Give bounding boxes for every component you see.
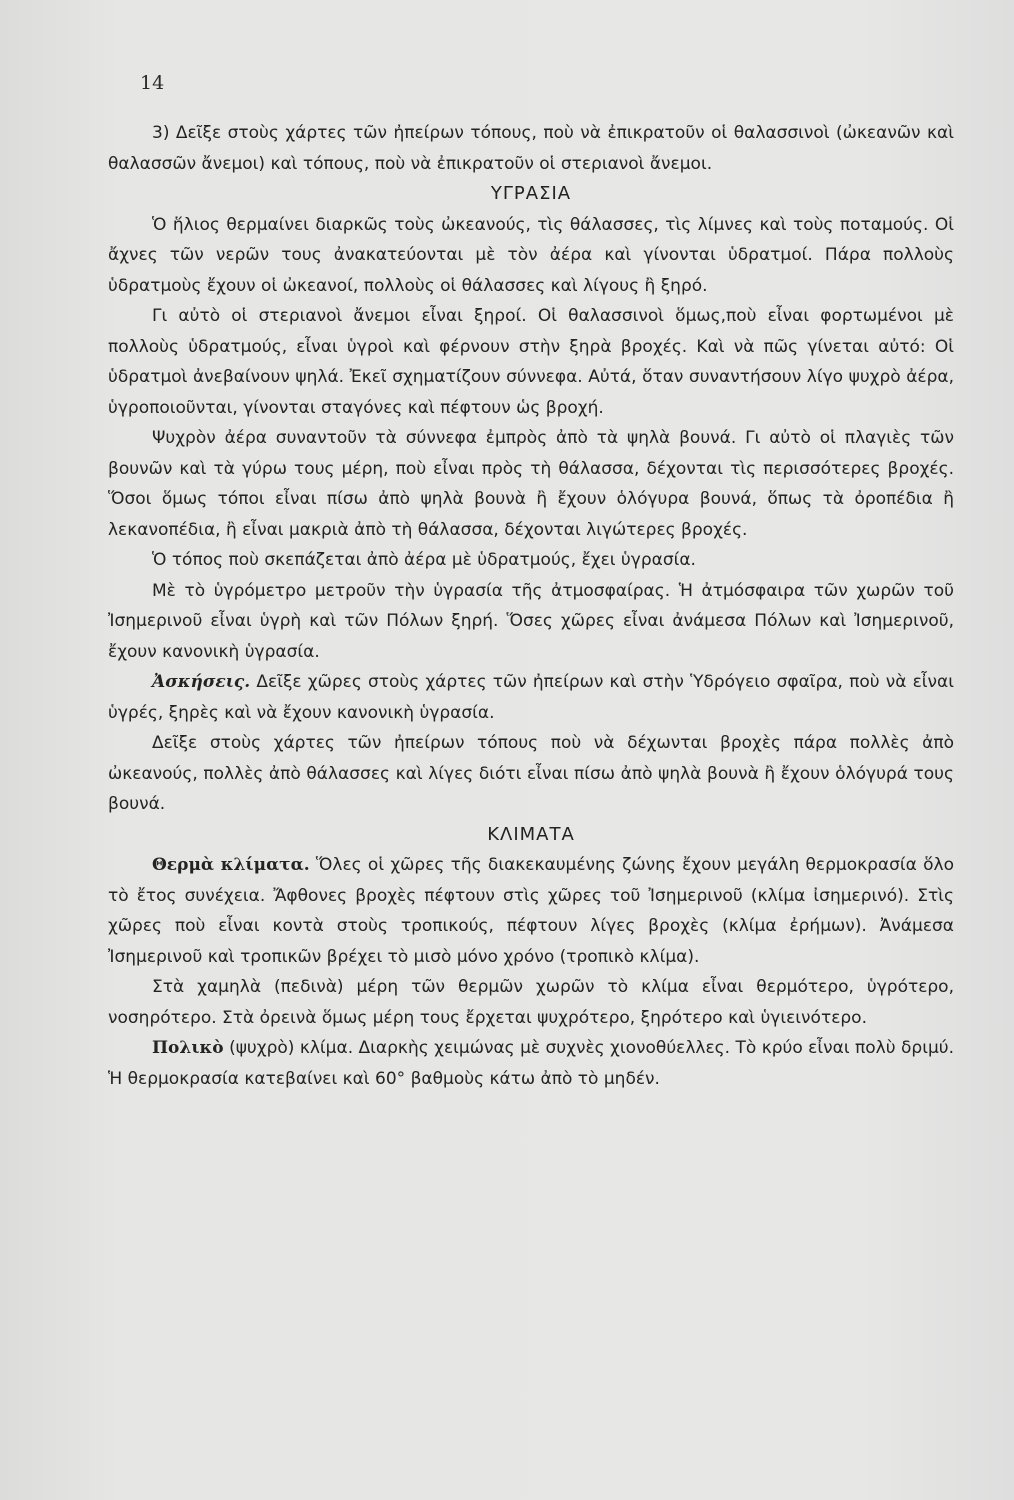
humidity-paragraph-2: Γι αὐτὸ οἱ στεριανοὶ ἄνεμοι εἶναι ξηροί. Οἱ θαλασσινοὶ ὅμως,ποὺ εἶναι φορτωμένοι μὲ πολλοὺς ὑδρατμούς, εἶναι ὑγροὶ καὶ φέρνουν στὴν ξηρὰ βροχές. Καὶ νὰ πῶς γίνεται αὐτό: Οἱ ὑδρατμοὶ ἀνεβαίνουν ψηλά. Ἐκεῖ σχηματίζουν σύννεφα. Αὐτά, ὅταν συναντήσουν λίγο ψυχρὸ ἀέρα, ὑγροποιοῦνται, γίνονται σταγόνες καὶ πέφτουν ὡς βροχή. [108,306,954,418]
humidity-paragraph-4: Ὁ τόπος ποὺ σκεπάζεται ἀπὸ ἀέρα μὲ ὑδρατμούς, ἔχει ὑγρασία. [152,550,696,570]
hot-climates-paragraph [108,850,954,972]
polar-climate-text: (ψυχρὸ) κλίμα. Διαρκὴς χειμώνας μὲ συχνὲς χιονοθύελλες. Τὸ κρύο εἶναι πολὺ δριμύ. Ἡ θερμοκρασία κατεβαίνει καὶ 60° βαθμοὺς κάτω ἀπὸ τὸ μηδέν. [108,1038,954,1089]
page-content [108,118,954,1094]
humidity-exercise-2: Δεῖξε στοὺς χάρτες τῶν ἠπείρων τόπους ποὺ νὰ δέχωνται βροχὲς πάρα πολλὲς ἀπὸ ὠκεανούς, πολλὲς ἀπὸ θάλασσες καὶ λίγες διότι εἶναι πίσω ἀπὸ ψηλὰ βουνὰ ἢ ἔχουν ὁλόγυρά τους βουνά. [108,733,954,814]
intro-exercise: 3) Δεῖξε στοὺς χάρτες τῶν ἠπείρων τόπους, ποὺ νὰ ἐπικρατοῦν οἱ θαλασσινοὶ (ὠκεανῶν καὶ θαλασσῶν ἄνεμοι) καὶ τόπους, ποὺ νὰ ἐπικρατοῦν οἱ στεριανοὶ ἄνεμοι. [108,123,954,174]
polar-climate-paragraph [108,1033,954,1094]
polar-climate-label: Πολικὸ [152,1038,224,1058]
humidity-exercise-1 [108,667,954,728]
section-title-humidity: ΥΓΡΑΣΙΑ [490,183,572,204]
hot-climates-label: Θερμὰ κλίματα. [152,855,310,875]
lowland-paragraph: Στὰ χαμηλὰ (πεδινὰ) μέρη τῶν θερμῶν χωρῶν τὸ κλίμα εἶναι θερμότερο, ὑγρότερο, νοσηρότερο. Στὰ ὀρεινὰ ὅμως μέρη τους ἔρχεται ψυχρότερο, ξηρότερο καὶ ὑγιεινότερο. [108,977,954,1028]
page-number: 14 [140,72,165,94]
section-title-climates: ΚΛΙΜΑΤΑ [487,823,575,845]
hot-climates-text: Ὅλες οἱ χῶρες τῆς διακεκαυμένης ζώνης ἔχουν μεγάλη θερμοκρασία ὅλο τὸ ἔτος συνέχεια. Ἄφθονες βροχὲς πέφτουν στὶς χῶρες τοῦ Ἰσημερινοῦ (κλίμα ἰσημερινό). Στὶς χῶρες ποὺ εἶναι κοντὰ στοὺς τροπικούς, πέφτουν λίγες βροχὲς (κλίμα ἐρήμων). Ἀνάμεσα Ἰσημερινοῦ καὶ τροπικῶν βρέχει τὸ μισὸ μόνο χρόνο (τροπικὸ κλίμα). [108,855,955,967]
humidity-paragraph-5: Μὲ τὸ ὑγρόμετρο μετροῦν τὴν ὑγρασία τῆς ἀτμοσφαίρας. Ἡ ἀτμόσφαιρα τῶν χωρῶν τοῦ Ἰσημερινοῦ εἶναι ὑγρὴ καὶ τῶν Πόλων ξηρή. Ὅσες χῶρες εἶναι ἀνάμεσα Πόλων καὶ Ἰσημερινοῦ, ἔχουν κανονικὴ ὑγρασία. [108,580,954,662]
humidity-paragraph-1: Ὁ ἥλιος θερμαίνει διαρκῶς τοὺς ὠκεανούς, τὶς θάλασσες, τὶς λίμνες καὶ τοὺς ποταμούς. Οἱ ἄχνες τῶν νερῶν τους ἀνακατεύονται μὲ τὸν ἀέρα καὶ γίνονται ὑδρατμοί. Πάρα πολλοὺς ὑδρατμοὺς ἔχουν οἱ ὠκεανοί, πολλοὺς οἱ θάλασσες καὶ λίγους ἢ ξηρό. [108,214,954,296]
humidity-paragraph-3: Ψυχρὸν ἀέρα συναντοῦν τὰ σύννεφα ἐμπρὸς ἀπὸ τὰ ψηλὰ βουνά. Γι αὐτὸ οἱ πλαγιὲς τῶν βουνῶν καὶ τὰ γύρω τους μέρη, ποὺ εἶναι πρὸς τὴ θάλασσα, δέχονται τὶς περισσότερες βροχές. Ὅσοι ὅμως τόποι εἶναι πίσω ἀπὸ ψηλὰ βουνὰ ἢ ἔχουν ὁλόγυρα βουνά, ὅπως τὰ ὀροπέδια ἢ λεκανοπέδια, ἢ εἶναι μακριὰ ἀπὸ τὴ θάλασσα, δέχονται λιγώτερες βροχές. [108,428,954,540]
exercise-1-text: Δεῖξε χῶρες στοὺς χάρτες τῶν ἠπείρων καὶ στὴν Ὑδρόγειο σφαῖρα, ποὺ νὰ εἶναι ὑγρές, ξηρὲς καὶ νὰ ἔχουν κανονικὴ ὑγρασία. [108,672,954,723]
exercises-label: Ἀσκήσεις. [152,672,251,692]
